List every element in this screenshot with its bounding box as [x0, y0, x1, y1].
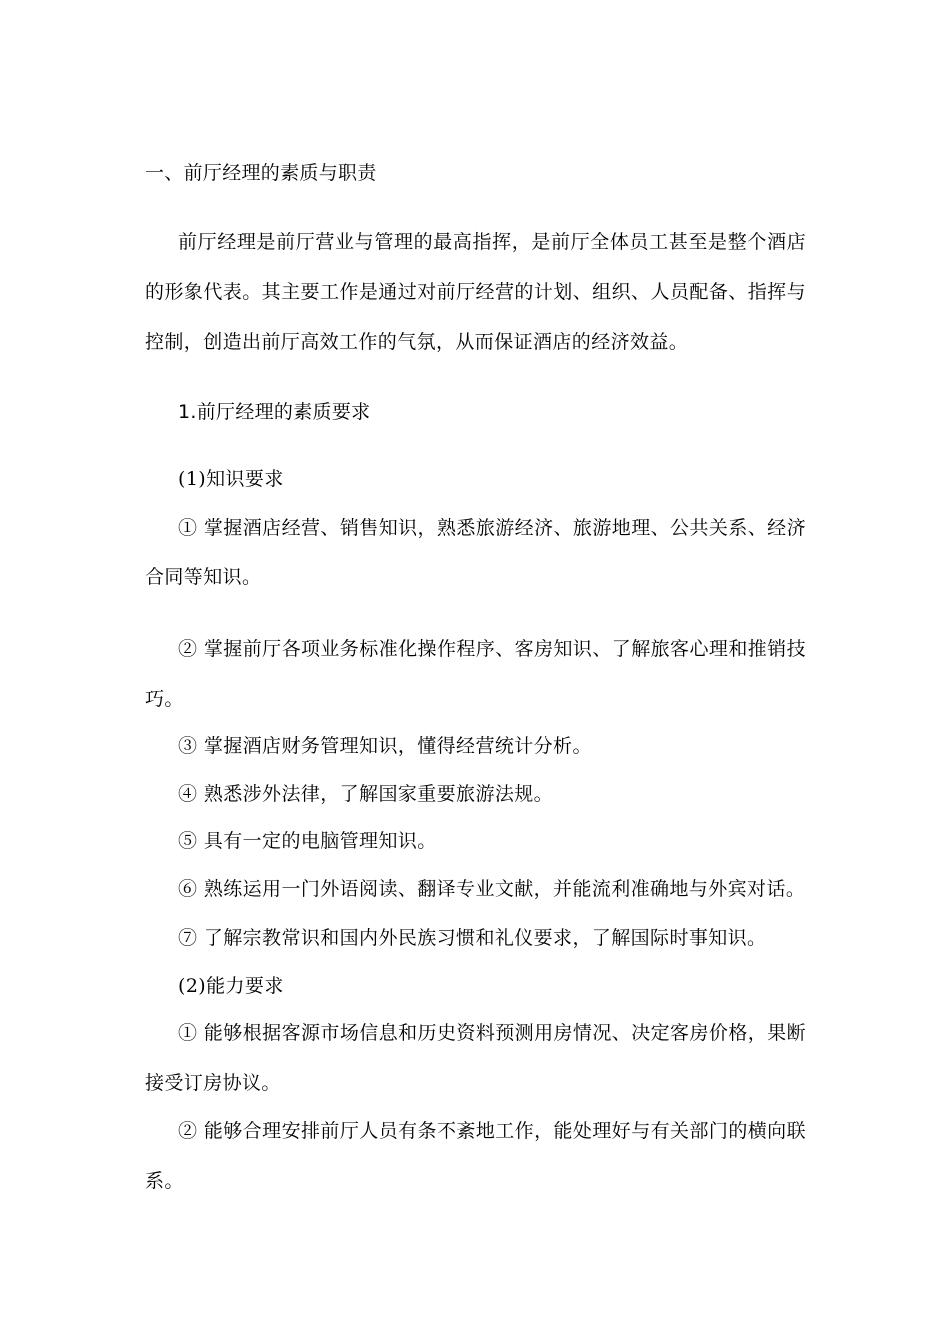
knowledge-item-2-line-2: 巧。 — [145, 688, 184, 710]
knowledge-item-1-line-1: ① 掌握酒店经营、销售知识，熟悉旅游经济、旅游地理、公共关系、经济 — [178, 517, 806, 539]
ability-item-1-line-1: ① 能够根据客源市场信息和历史资料预测用房情况、决定客房价格，果断 — [178, 1022, 806, 1044]
knowledge-item-7: ⑦ 了解宗教常识和国内外民族习惯和礼仪要求，了解国际时事知识。 — [178, 927, 767, 949]
intro-line-2: 的形象代表。其主要工作是通过对前厅经营的计划、组织、人员配备、指挥与 — [145, 281, 806, 303]
ability-title: (2)能力要求 — [178, 975, 284, 997]
knowledge-item-2-line-1: ② 掌握前厅各项业务标准化操作程序、客房知识、了解旅客心理和推销技 — [178, 638, 806, 660]
ability-item-2-line-1: ② 能够合理安排前厅人员有条不紊地工作，能处理好与有关部门的横向联 — [178, 1120, 806, 1142]
knowledge-item-5: ⑤ 具有一定的电脑管理知识。 — [178, 830, 437, 852]
ability-item-2-line-2: 系。 — [145, 1170, 184, 1192]
intro-line-1: 前厅经理是前厅营业与管理的最高指挥，是前厅全体员工甚至是整个酒店 — [178, 231, 806, 253]
knowledge-item-6: ⑥ 熟练运用一门外语阅读、翻译专业文献，并能流利准确地与外宾对话。 — [178, 878, 806, 900]
knowledge-item-1-line-2: 合同等知识。 — [145, 566, 262, 588]
intro-line-3: 控制，创造出前厅高效工作的气氛，从而保证酒店的经济效益。 — [145, 331, 689, 353]
knowledge-item-4: ④ 熟悉涉外法律，了解国家重要旅游法规。 — [178, 783, 554, 805]
knowledge-item-3: ③ 掌握酒店财务管理知识，懂得经营统计分析。 — [178, 735, 592, 757]
knowledge-title: (1)知识要求 — [178, 468, 284, 490]
ability-item-1-line-2: 接受订房协议。 — [145, 1072, 281, 1094]
section-heading: 一、前厅经理的素质与职责 — [145, 162, 377, 184]
subheading: 1.前厅经理的素质要求 — [178, 401, 371, 423]
